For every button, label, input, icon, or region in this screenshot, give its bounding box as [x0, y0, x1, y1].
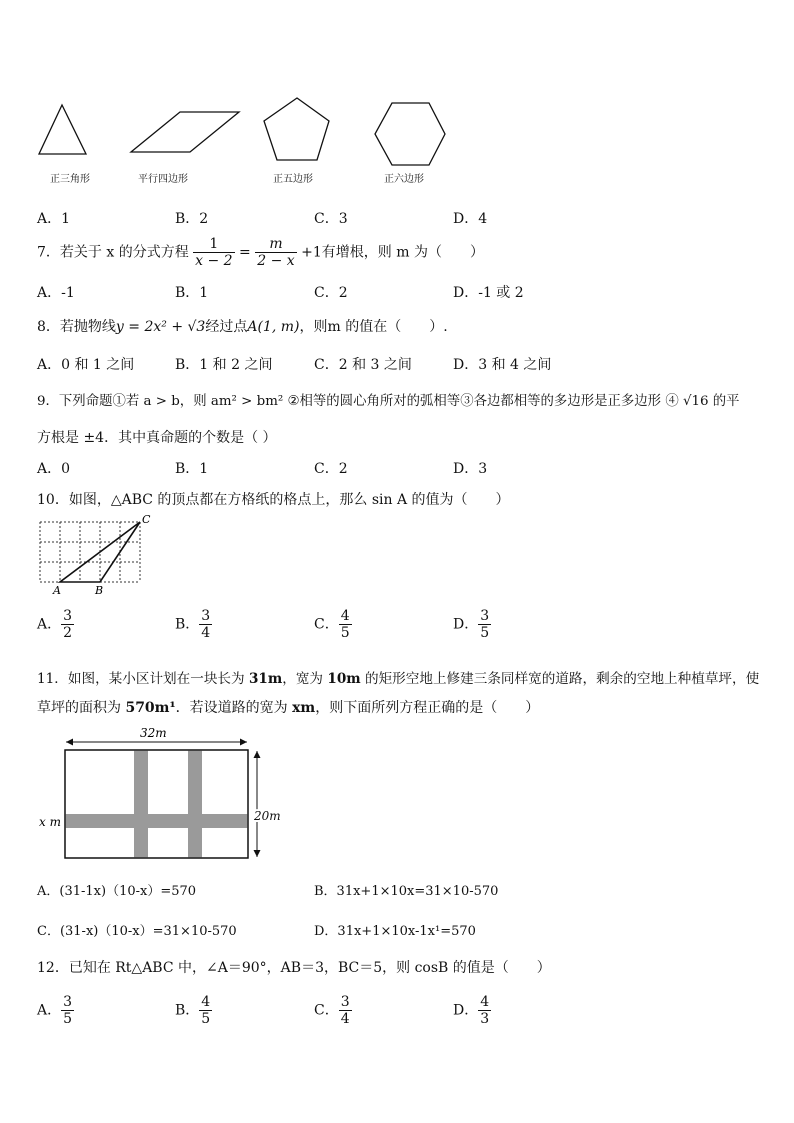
- q12-option-c[interactable]: C． $\frac{3}{4}$: [314, 994, 350, 1027]
- vertex-a-label: A: [53, 584, 61, 596]
- q6-option-c[interactable]: C．3: [314, 211, 348, 227]
- question-7: 7．若关于 x 的分式方程 $\frac{1}{x - 2}$ = $\frac{m}{2 - x}$ +1有增根，则 m 为（ ）: [37, 236, 484, 269]
- grid-triangle-figure: [35, 512, 160, 596]
- q12-option-a[interactable]: A． $\frac{3}{5}$: [37, 994, 73, 1027]
- q7-option-d[interactable]: D．-1 或 2: [453, 285, 524, 301]
- q7-option-c[interactable]: C．2: [314, 285, 348, 301]
- q8-option-d[interactable]: D．3 和 4 之间: [453, 357, 552, 373]
- hexagon-label: 正六边形: [384, 174, 424, 185]
- q9-option-d[interactable]: D．3: [453, 461, 488, 477]
- q12-option-d[interactable]: D． $\frac{4}{3}$: [453, 994, 490, 1027]
- equilateral-triangle: [39, 105, 86, 154]
- q10-option-d[interactable]: D． $\frac{3}{5}$: [453, 608, 490, 641]
- q9-option-c[interactable]: C．2: [314, 461, 348, 477]
- q8-formula: y = 2x² + √3: [115, 319, 206, 335]
- q8-option-b[interactable]: B．1 和 2 之间: [175, 357, 273, 373]
- right-dimension-label: 20m: [254, 809, 281, 823]
- question-12: 12．已知在 Rt△ABC 中，∠A＝90°，AB＝3，BC＝5，则 cosB 的值是（ ）: [37, 960, 551, 976]
- question-9-line-1: 9．下列命题①若 a > b，则 am² > bm² ②相等的圆心角所对的弧相等③各边都相等的多边形是正多边形 ④ √16 的平: [37, 394, 740, 409]
- vertex-c-label: C: [142, 513, 151, 526]
- q11-option-a[interactable]: A．(31-1x)（10-x）=570: [37, 884, 197, 899]
- q7-suffix: +1有增根，则 m 为（ ）: [301, 244, 484, 261]
- q7-prefix: 7．若关于 x 的分式方程: [37, 244, 189, 261]
- question-10: 10．如图，△ABC 的顶点都在方格纸的格点上，那么 sin A 的值为（ ）: [37, 492, 510, 508]
- q9-option-a[interactable]: A．0: [37, 461, 71, 477]
- vertex-b-label: B: [95, 584, 104, 596]
- q11-option-c[interactable]: C．(31-x)（10-x）=31×10-570: [37, 924, 237, 939]
- vertical-road-2: [188, 750, 202, 858]
- triangle-label: 正三角形: [50, 174, 90, 185]
- outer-rectangle: [65, 750, 248, 858]
- parallelogram: [131, 112, 239, 152]
- parallelogram-label: 平行四边形: [138, 174, 188, 185]
- rectangle-road-figure: [35, 722, 285, 864]
- q12-option-b[interactable]: B． $\frac{4}{5}$: [175, 994, 211, 1027]
- q7-fraction-1: $\frac{1}{x - 2}$: [195, 236, 233, 269]
- top-dimension-label: 32m: [140, 726, 167, 740]
- q10-option-a[interactable]: A． $\frac{3}{2}$: [37, 608, 73, 641]
- question-11-line-2: 草坪的面积为 570m¹．若设道路的宽为 xm，则下面所列方程正确的是（ ）: [37, 700, 540, 716]
- regular-hexagon: [375, 103, 445, 165]
- question-11-line-1: 11．如图，某小区计划在一块长为 31m，宽为 10m 的矩形空地上修建三条同样宽的道路，剩余的空地上种植草坪，使: [37, 671, 760, 687]
- vertical-road-1: [134, 750, 148, 858]
- road-width-label: x m: [39, 815, 61, 829]
- pentagon-label: 正五边形: [273, 174, 313, 185]
- q7-option-b[interactable]: B．1: [175, 285, 209, 301]
- question-9-line-2: 方根是 ±4．其中真命题的个数是（ ）: [37, 430, 277, 446]
- q11-option-d[interactable]: D．31x+1×10x-1x¹=570: [314, 924, 476, 939]
- horizontal-road: [65, 814, 248, 828]
- q11-option-b[interactable]: B．31x+1×10x=31×10-570: [314, 884, 499, 899]
- q8-option-a[interactable]: A．0 和 1 之间: [37, 357, 135, 373]
- q8-point: A(1, m): [247, 319, 300, 335]
- q10-option-c[interactable]: C． $\frac{4}{5}$: [314, 608, 350, 641]
- q7-fraction-2: $\frac{m}{2 - x}$: [257, 236, 295, 269]
- q6-option-b[interactable]: B．2: [175, 211, 209, 227]
- question-8: 8．若抛物线y = 2x² + √3经过点A(1, m)，则m 的值在（ ）.: [37, 319, 448, 335]
- q6-option-d[interactable]: D．4: [453, 211, 488, 227]
- q8-option-c[interactable]: C．2 和 3 之间: [314, 357, 412, 373]
- q9-option-b[interactable]: B．1: [175, 461, 209, 477]
- q7-option-a[interactable]: A．-1: [37, 285, 75, 301]
- q10-option-b[interactable]: B． $\frac{3}{4}$: [175, 608, 211, 641]
- q6-option-a[interactable]: A．1: [37, 211, 71, 227]
- regular-pentagon: [264, 98, 329, 160]
